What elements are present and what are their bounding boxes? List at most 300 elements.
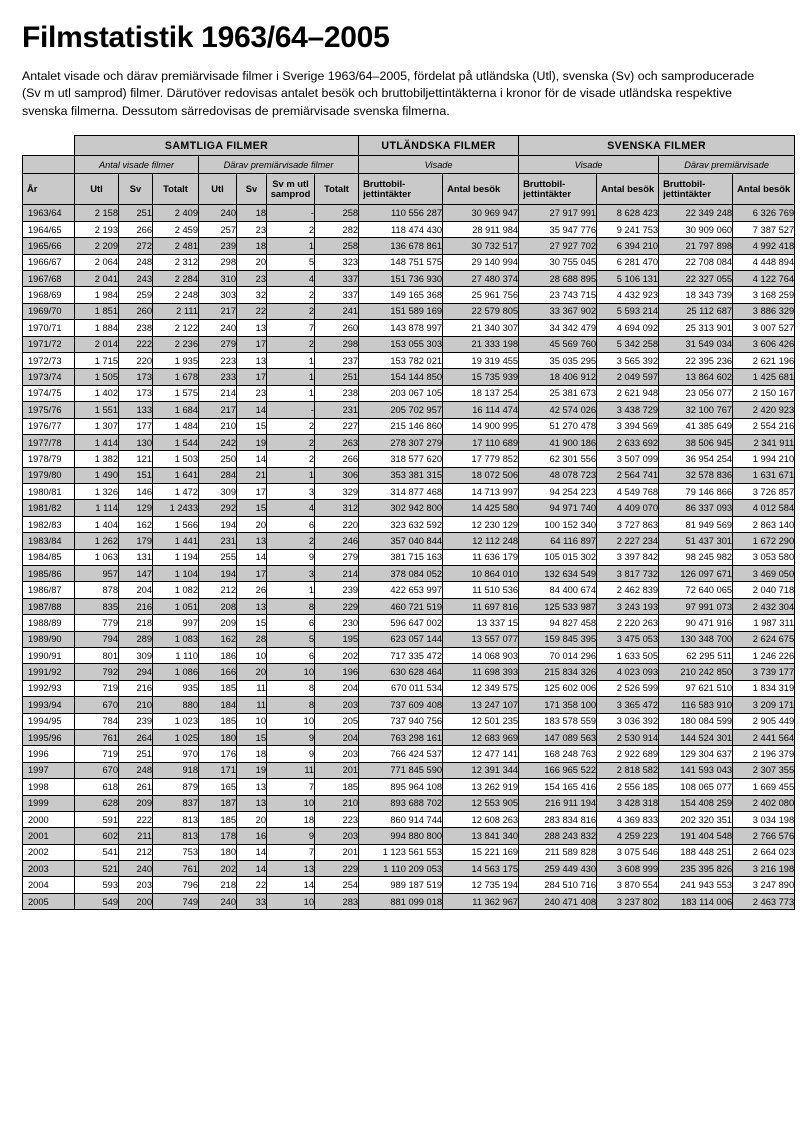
cell-year: 1998 <box>23 779 75 795</box>
cell-value: 212 <box>199 582 237 598</box>
table-row <box>23 467 795 483</box>
cell-value: 38 506 945 <box>659 434 733 450</box>
cell-value: 211 <box>119 828 153 844</box>
cell-value: 218 <box>199 877 237 893</box>
cell-value: 237 <box>315 352 359 368</box>
cell-value: 1 484 <box>153 418 199 434</box>
cell-value: 3 007 527 <box>733 320 795 336</box>
cell-year: 1984/85 <box>23 549 75 565</box>
column-header-sv-bruttobiljettintakter: Bruttobil-jettintäkter <box>519 174 597 205</box>
cell-value: 314 877 468 <box>359 484 443 500</box>
cell-value: 201 <box>315 844 359 860</box>
cell-value: 209 <box>119 795 153 811</box>
cell-value: 30 909 060 <box>659 221 733 237</box>
cell-value: 125 533 987 <box>519 598 597 614</box>
table-row <box>23 861 795 877</box>
cell-value: 21 797 898 <box>659 238 733 254</box>
cell-value: 33 <box>237 893 267 909</box>
cell-value: 105 015 302 <box>519 549 597 565</box>
cell-value: 222 <box>119 336 153 352</box>
cell-value: 1 566 <box>153 516 199 532</box>
table-row <box>23 664 795 680</box>
cell-value: 141 593 043 <box>659 762 733 778</box>
cell-value: 10 <box>267 893 315 909</box>
cell-value: 264 <box>119 729 153 745</box>
cell-value: 329 <box>315 484 359 500</box>
cell-value: 3 397 842 <box>597 549 659 565</box>
cell-value: 18 <box>237 746 267 762</box>
cell-value: 9 <box>267 549 315 565</box>
cell-value: 618 <box>75 779 119 795</box>
table-row <box>23 713 795 729</box>
cell-year: 1964/65 <box>23 221 75 237</box>
cell-value: 151 589 169 <box>359 303 443 319</box>
cell-value: 1 414 <box>75 434 119 450</box>
cell-value: 2 236 <box>153 336 199 352</box>
cell-value: 13 <box>237 533 267 549</box>
cell-year: 1995/96 <box>23 729 75 745</box>
cell-value: 154 144 850 <box>359 369 443 385</box>
cell-value: 460 721 519 <box>359 598 443 614</box>
cell-value: 143 878 997 <box>359 320 443 336</box>
cell-value: 14 068 903 <box>443 648 519 664</box>
cell-value: 6 <box>267 648 315 664</box>
cell-value: 259 <box>119 287 153 303</box>
cell-value: 180 <box>199 844 237 860</box>
cell-value: 12 391 344 <box>443 762 519 778</box>
cell-value: 3 <box>267 484 315 500</box>
table-row <box>23 680 795 696</box>
cell-value: 144 524 301 <box>659 729 733 745</box>
table-row <box>23 516 795 532</box>
cell-value: 240 471 408 <box>519 893 597 909</box>
cell-value: 151 736 930 <box>359 271 443 287</box>
cell-year: 1965/66 <box>23 238 75 254</box>
cell-year: 2003 <box>23 861 75 877</box>
subgroup-darav-premiarvisade: Därav premiärvisade filmer <box>199 156 359 174</box>
cell-value: 248 <box>119 254 153 270</box>
table-row <box>23 566 795 582</box>
cell-value: 1 025 <box>153 729 199 745</box>
cell-value: 10 <box>267 713 315 729</box>
cell-year: 1997 <box>23 762 75 778</box>
cell-value: 27 927 702 <box>519 238 597 254</box>
cell-value: 258 <box>315 238 359 254</box>
cell-value: 3 727 863 <box>597 516 659 532</box>
cell-year: 1985/86 <box>23 566 75 582</box>
cell-year: 1982/83 <box>23 516 75 532</box>
cell-value: 957 <box>75 566 119 582</box>
cell-value: 719 <box>75 746 119 762</box>
cell-value: 149 165 368 <box>359 287 443 303</box>
cell-value: 165 <box>199 779 237 795</box>
cell-year: 2002 <box>23 844 75 860</box>
cell-value: 5 342 258 <box>597 336 659 352</box>
table-header <box>23 136 795 205</box>
cell-value: 3 075 546 <box>597 844 659 860</box>
cell-value: 18 <box>237 238 267 254</box>
cell-value: 94 827 458 <box>519 615 597 631</box>
cell-value: 261 <box>119 779 153 795</box>
cell-value: 284 510 716 <box>519 877 597 893</box>
cell-value: 218 <box>119 615 153 631</box>
cell-value: 86 337 093 <box>659 500 733 516</box>
cell-value: 784 <box>75 713 119 729</box>
cell-value: 630 628 464 <box>359 664 443 680</box>
cell-value: 1 715 <box>75 352 119 368</box>
cell-value: 11 362 967 <box>443 893 519 909</box>
cell-value: 1 441 <box>153 533 199 549</box>
cell-value: 792 <box>75 664 119 680</box>
cell-value: 81 949 569 <box>659 516 733 532</box>
cell-value: 35 035 295 <box>519 352 597 368</box>
table-row <box>23 402 795 418</box>
cell-year: 1981/82 <box>23 500 75 516</box>
cell-value: 2 766 576 <box>733 828 795 844</box>
cell-value: 31 549 034 <box>659 336 733 352</box>
column-header-premiar-bruttobiljettintakter: Bruttobil-jettintäkter <box>659 174 733 205</box>
cell-value: 3 565 392 <box>597 352 659 368</box>
cell-value: 318 577 620 <box>359 451 443 467</box>
cell-value: 32 <box>237 287 267 303</box>
cell-value: 177 <box>119 418 153 434</box>
cell-value: 284 <box>199 467 237 483</box>
cell-value: 279 <box>315 549 359 565</box>
cell-value: 2 040 718 <box>733 582 795 598</box>
cell-value: 151 <box>119 467 153 483</box>
cell-value: 130 348 700 <box>659 631 733 647</box>
cell-value: 48 078 723 <box>519 467 597 483</box>
cell-value: 11 <box>237 697 267 713</box>
table-row <box>23 746 795 762</box>
table-body <box>23 205 795 910</box>
cell-value: 3 739 177 <box>733 664 795 680</box>
cell-value: 737 940 756 <box>359 713 443 729</box>
cell-value: 240 <box>199 205 237 221</box>
cell-value: 3 608 999 <box>597 861 659 877</box>
cell-value: 130 <box>119 434 153 450</box>
cell-value: 1 987 311 <box>733 615 795 631</box>
cell-value: 20 <box>237 254 267 270</box>
table-row <box>23 238 795 254</box>
cell-value: 14 900 995 <box>443 418 519 434</box>
cell-value: 294 <box>119 664 153 680</box>
cell-value: 147 <box>119 566 153 582</box>
table-row <box>23 303 795 319</box>
cell-value: 214 <box>315 566 359 582</box>
cell-value: 12 477 141 <box>443 746 519 762</box>
cell-value: 813 <box>153 811 199 827</box>
cell-value: 2 158 <box>75 205 119 221</box>
cell-value: 238 <box>119 320 153 336</box>
cell-year: 2001 <box>23 828 75 844</box>
cell-value: 2 621 196 <box>733 352 795 368</box>
cell-value: 162 <box>119 516 153 532</box>
cell-value: 378 084 052 <box>359 566 443 582</box>
cell-value: 3 034 198 <box>733 811 795 827</box>
cell-value: 17 <box>237 369 267 385</box>
cell-value: 521 <box>75 861 119 877</box>
cell-value: 989 187 519 <box>359 877 443 893</box>
cell-value: 3 216 198 <box>733 861 795 877</box>
table-row <box>23 434 795 450</box>
cell-value: 36 954 254 <box>659 451 733 467</box>
cell-value: 204 <box>119 582 153 598</box>
cell-value: 22 708 084 <box>659 254 733 270</box>
cell-value: 202 <box>199 861 237 877</box>
cell-value: 15 <box>237 418 267 434</box>
cell-year: 1974/75 <box>23 385 75 401</box>
cell-value: 27 917 991 <box>519 205 597 221</box>
cell-value: 8 628 423 <box>597 205 659 221</box>
cell-value: 278 307 279 <box>359 434 443 450</box>
cell-year: 1990/91 <box>23 648 75 664</box>
cell-value: 1 631 671 <box>733 467 795 483</box>
cell-value: 220 <box>119 352 153 368</box>
cell-year: 1973/74 <box>23 369 75 385</box>
cell-value: 25 313 901 <box>659 320 733 336</box>
cell-value: 220 <box>315 516 359 532</box>
page-title: Filmstatistik 1963/64–2005 <box>22 21 390 54</box>
cell-value: 298 <box>199 254 237 270</box>
cell-value: 203 <box>119 877 153 893</box>
cell-value: 837 <box>153 795 199 811</box>
cell-value: 1 <box>267 385 315 401</box>
table-row <box>23 254 795 270</box>
cell-value: 2 <box>267 418 315 434</box>
column-header-premiar-utl: Utl <box>199 174 237 205</box>
cell-value: 204 <box>315 729 359 745</box>
cell-value: 309 <box>199 484 237 500</box>
cell-value: 881 099 018 <box>359 893 443 909</box>
table-row <box>23 729 795 745</box>
table-row <box>23 828 795 844</box>
cell-value: 242 <box>199 434 237 450</box>
cell-value: 2 193 <box>75 221 119 237</box>
cell-value: 18 <box>267 811 315 827</box>
group-header-spacer <box>23 136 75 156</box>
table-row <box>23 451 795 467</box>
cell-value: 216 <box>119 598 153 614</box>
cell-value: 28 <box>237 631 267 647</box>
cell-year: 2004 <box>23 877 75 893</box>
cell-value: 6 394 210 <box>597 238 659 254</box>
cell-value: 28 688 895 <box>519 271 597 287</box>
cell-year: 1989/90 <box>23 631 75 647</box>
cell-value: 185 <box>199 811 237 827</box>
cell-value: 2 196 379 <box>733 746 795 762</box>
cell-value: 12 608 263 <box>443 811 519 827</box>
cell-value: 289 <box>119 631 153 647</box>
column-header-sv-m-utl-samprod: Sv m utl samprod <box>267 174 315 205</box>
cell-value: 1 <box>267 238 315 254</box>
cell-value: 241 <box>315 303 359 319</box>
cell-year: 1968/69 <box>23 287 75 303</box>
column-header-sv: Sv <box>119 174 153 205</box>
cell-value: 202 <box>315 648 359 664</box>
cell-value: 266 <box>119 221 153 237</box>
cell-value: 7 <box>267 779 315 795</box>
cell-value: 21 333 198 <box>443 336 519 352</box>
cell-value: 737 609 408 <box>359 697 443 713</box>
cell-year: 1988/89 <box>23 615 75 631</box>
cell-value: 159 845 395 <box>519 631 597 647</box>
cell-value: 2 014 <box>75 336 119 352</box>
cell-value: 4 259 223 <box>597 828 659 844</box>
cell-value: 260 <box>119 303 153 319</box>
cell-value: 303 <box>199 287 237 303</box>
cell-value: 18 343 739 <box>659 287 733 303</box>
cell-value: 32 100 767 <box>659 402 733 418</box>
cell-value: 131 <box>119 549 153 565</box>
cell-value: 9 <box>267 828 315 844</box>
cell-value: 3 726 857 <box>733 484 795 500</box>
table-row <box>23 271 795 287</box>
cell-value: 13 <box>237 352 267 368</box>
cell-year: 2005 <box>23 893 75 909</box>
cell-value: 238 <box>315 385 359 401</box>
cell-value: 3 168 259 <box>733 287 795 303</box>
table-row <box>23 549 795 565</box>
cell-value: 13 <box>237 320 267 336</box>
table-row <box>23 877 795 893</box>
cell-value: 1 326 <box>75 484 119 500</box>
cell-value: 133 <box>119 402 153 418</box>
cell-value: 4 549 768 <box>597 484 659 500</box>
cell-value: 154 165 416 <box>519 779 597 795</box>
cell-value: 210 <box>199 418 237 434</box>
cell-value: 1 994 210 <box>733 451 795 467</box>
cell-value: 2 420 923 <box>733 402 795 418</box>
cell-value: 779 <box>75 615 119 631</box>
cell-value: 10 <box>237 713 267 729</box>
cell-value: 12 112 248 <box>443 533 519 549</box>
cell-value: 70 014 296 <box>519 648 597 664</box>
cell-value: 108 065 077 <box>659 779 733 795</box>
cell-value: 1 425 681 <box>733 369 795 385</box>
cell-value: 2 312 <box>153 254 199 270</box>
cell-value: 154 408 259 <box>659 795 733 811</box>
cell-value: 10 <box>267 795 315 811</box>
cell-value: 1 551 <box>75 402 119 418</box>
cell-value: 11 <box>237 680 267 696</box>
cell-value: 878 <box>75 582 119 598</box>
cell-value: 251 <box>119 746 153 762</box>
film-statistics-table <box>22 135 795 910</box>
cell-value: 185 <box>199 713 237 729</box>
cell-value: 14 713 997 <box>443 484 519 500</box>
cell-value: 1 834 319 <box>733 680 795 696</box>
cell-value: 263 <box>315 434 359 450</box>
cell-value: 1 544 <box>153 434 199 450</box>
cell-value: 136 678 861 <box>359 238 443 254</box>
cell-value: 11 <box>267 762 315 778</box>
cell-value: 13 262 919 <box>443 779 519 795</box>
group-header-row <box>23 136 795 156</box>
table-row <box>23 582 795 598</box>
cell-value: 1 404 <box>75 516 119 532</box>
table-row <box>23 811 795 827</box>
cell-value: 14 563 175 <box>443 861 519 877</box>
subgroup-visade-utlandska: Visade <box>359 156 519 174</box>
cell-value: 880 <box>153 697 199 713</box>
cell-value: 229 <box>315 861 359 877</box>
cell-value: 30 969 947 <box>443 205 519 221</box>
cell-value: 171 <box>199 762 237 778</box>
cell-value: 1 633 505 <box>597 648 659 664</box>
cell-value: 255 <box>199 549 237 565</box>
cell-value: 222 <box>119 811 153 827</box>
cell-year: 1991/92 <box>23 664 75 680</box>
cell-value: 168 248 763 <box>519 746 597 762</box>
cell-value: 2 664 023 <box>733 844 795 860</box>
cell-value: 233 <box>199 369 237 385</box>
cell-value: 41 385 649 <box>659 418 733 434</box>
cell-value: 2 621 948 <box>597 385 659 401</box>
cell-year: 1992/93 <box>23 680 75 696</box>
cell-value: 813 <box>153 828 199 844</box>
cell-value: 670 011 534 <box>359 680 443 696</box>
cell-value: 3 438 729 <box>597 402 659 418</box>
cell-value: 1 382 <box>75 451 119 467</box>
cell-value: 185 <box>315 779 359 795</box>
cell-value: 195 <box>315 631 359 647</box>
cell-value: 173 <box>119 385 153 401</box>
cell-value: 2 441 564 <box>733 729 795 745</box>
cell-value: 125 602 006 <box>519 680 597 696</box>
cell-value: 266 <box>315 451 359 467</box>
cell-value: 200 <box>119 893 153 909</box>
intro-paragraph: Antalet visade och därav premiärvisade filmer i Sverige 1963/64–2005, fördelat på utländska (Utl), svenska (Sv) och samproducerade (Sv m utl samprod) filmer. Därutöver redovisas antalet besök och bruttobiljettintäkterna i kronor för de visade utländska respektive svenska filmerna. Dessutom särredovisas de premiärvisade svenska filmerna. <box>22 68 755 119</box>
cell-year: 1963/64 <box>23 205 75 221</box>
cell-value: 166 <box>199 664 237 680</box>
table-row <box>23 221 795 237</box>
cell-value: 257 <box>199 221 237 237</box>
table-row <box>23 615 795 631</box>
cell-year: 1979/80 <box>23 467 75 483</box>
cell-value: 13 557 077 <box>443 631 519 647</box>
cell-value: 771 845 590 <box>359 762 443 778</box>
cell-value: 22 349 248 <box>659 205 733 221</box>
cell-value: 251 <box>119 205 153 221</box>
cell-value: 243 <box>119 271 153 287</box>
table-row <box>23 500 795 516</box>
cell-value: 13 <box>267 861 315 877</box>
cell-value: 45 569 760 <box>519 336 597 352</box>
cell-value: 212 <box>119 844 153 860</box>
cell-value: 210 <box>119 697 153 713</box>
cell-value: 14 <box>237 844 267 860</box>
cell-value: 210 242 850 <box>659 664 733 680</box>
table-row <box>23 762 795 778</box>
column-header-utl-bruttobiljettintakter: Bruttobil-jettintäkter <box>359 174 443 205</box>
cell-value: 239 <box>315 582 359 598</box>
cell-value: 4 <box>267 500 315 516</box>
cell-value: 997 <box>153 615 199 631</box>
table-row <box>23 893 795 909</box>
cell-value: 2 409 <box>153 205 199 221</box>
cell-value: 2 624 675 <box>733 631 795 647</box>
cell-value: 2 307 355 <box>733 762 795 778</box>
cell-value: 129 <box>119 500 153 516</box>
cell-year: 1972/73 <box>23 352 75 368</box>
cell-value: 240 <box>199 320 237 336</box>
cell-value: 23 056 077 <box>659 385 733 401</box>
cell-value: 22 395 236 <box>659 352 733 368</box>
cell-value: 15 <box>237 615 267 631</box>
cell-value: 353 381 315 <box>359 467 443 483</box>
cell-year: 1999 <box>23 795 75 811</box>
